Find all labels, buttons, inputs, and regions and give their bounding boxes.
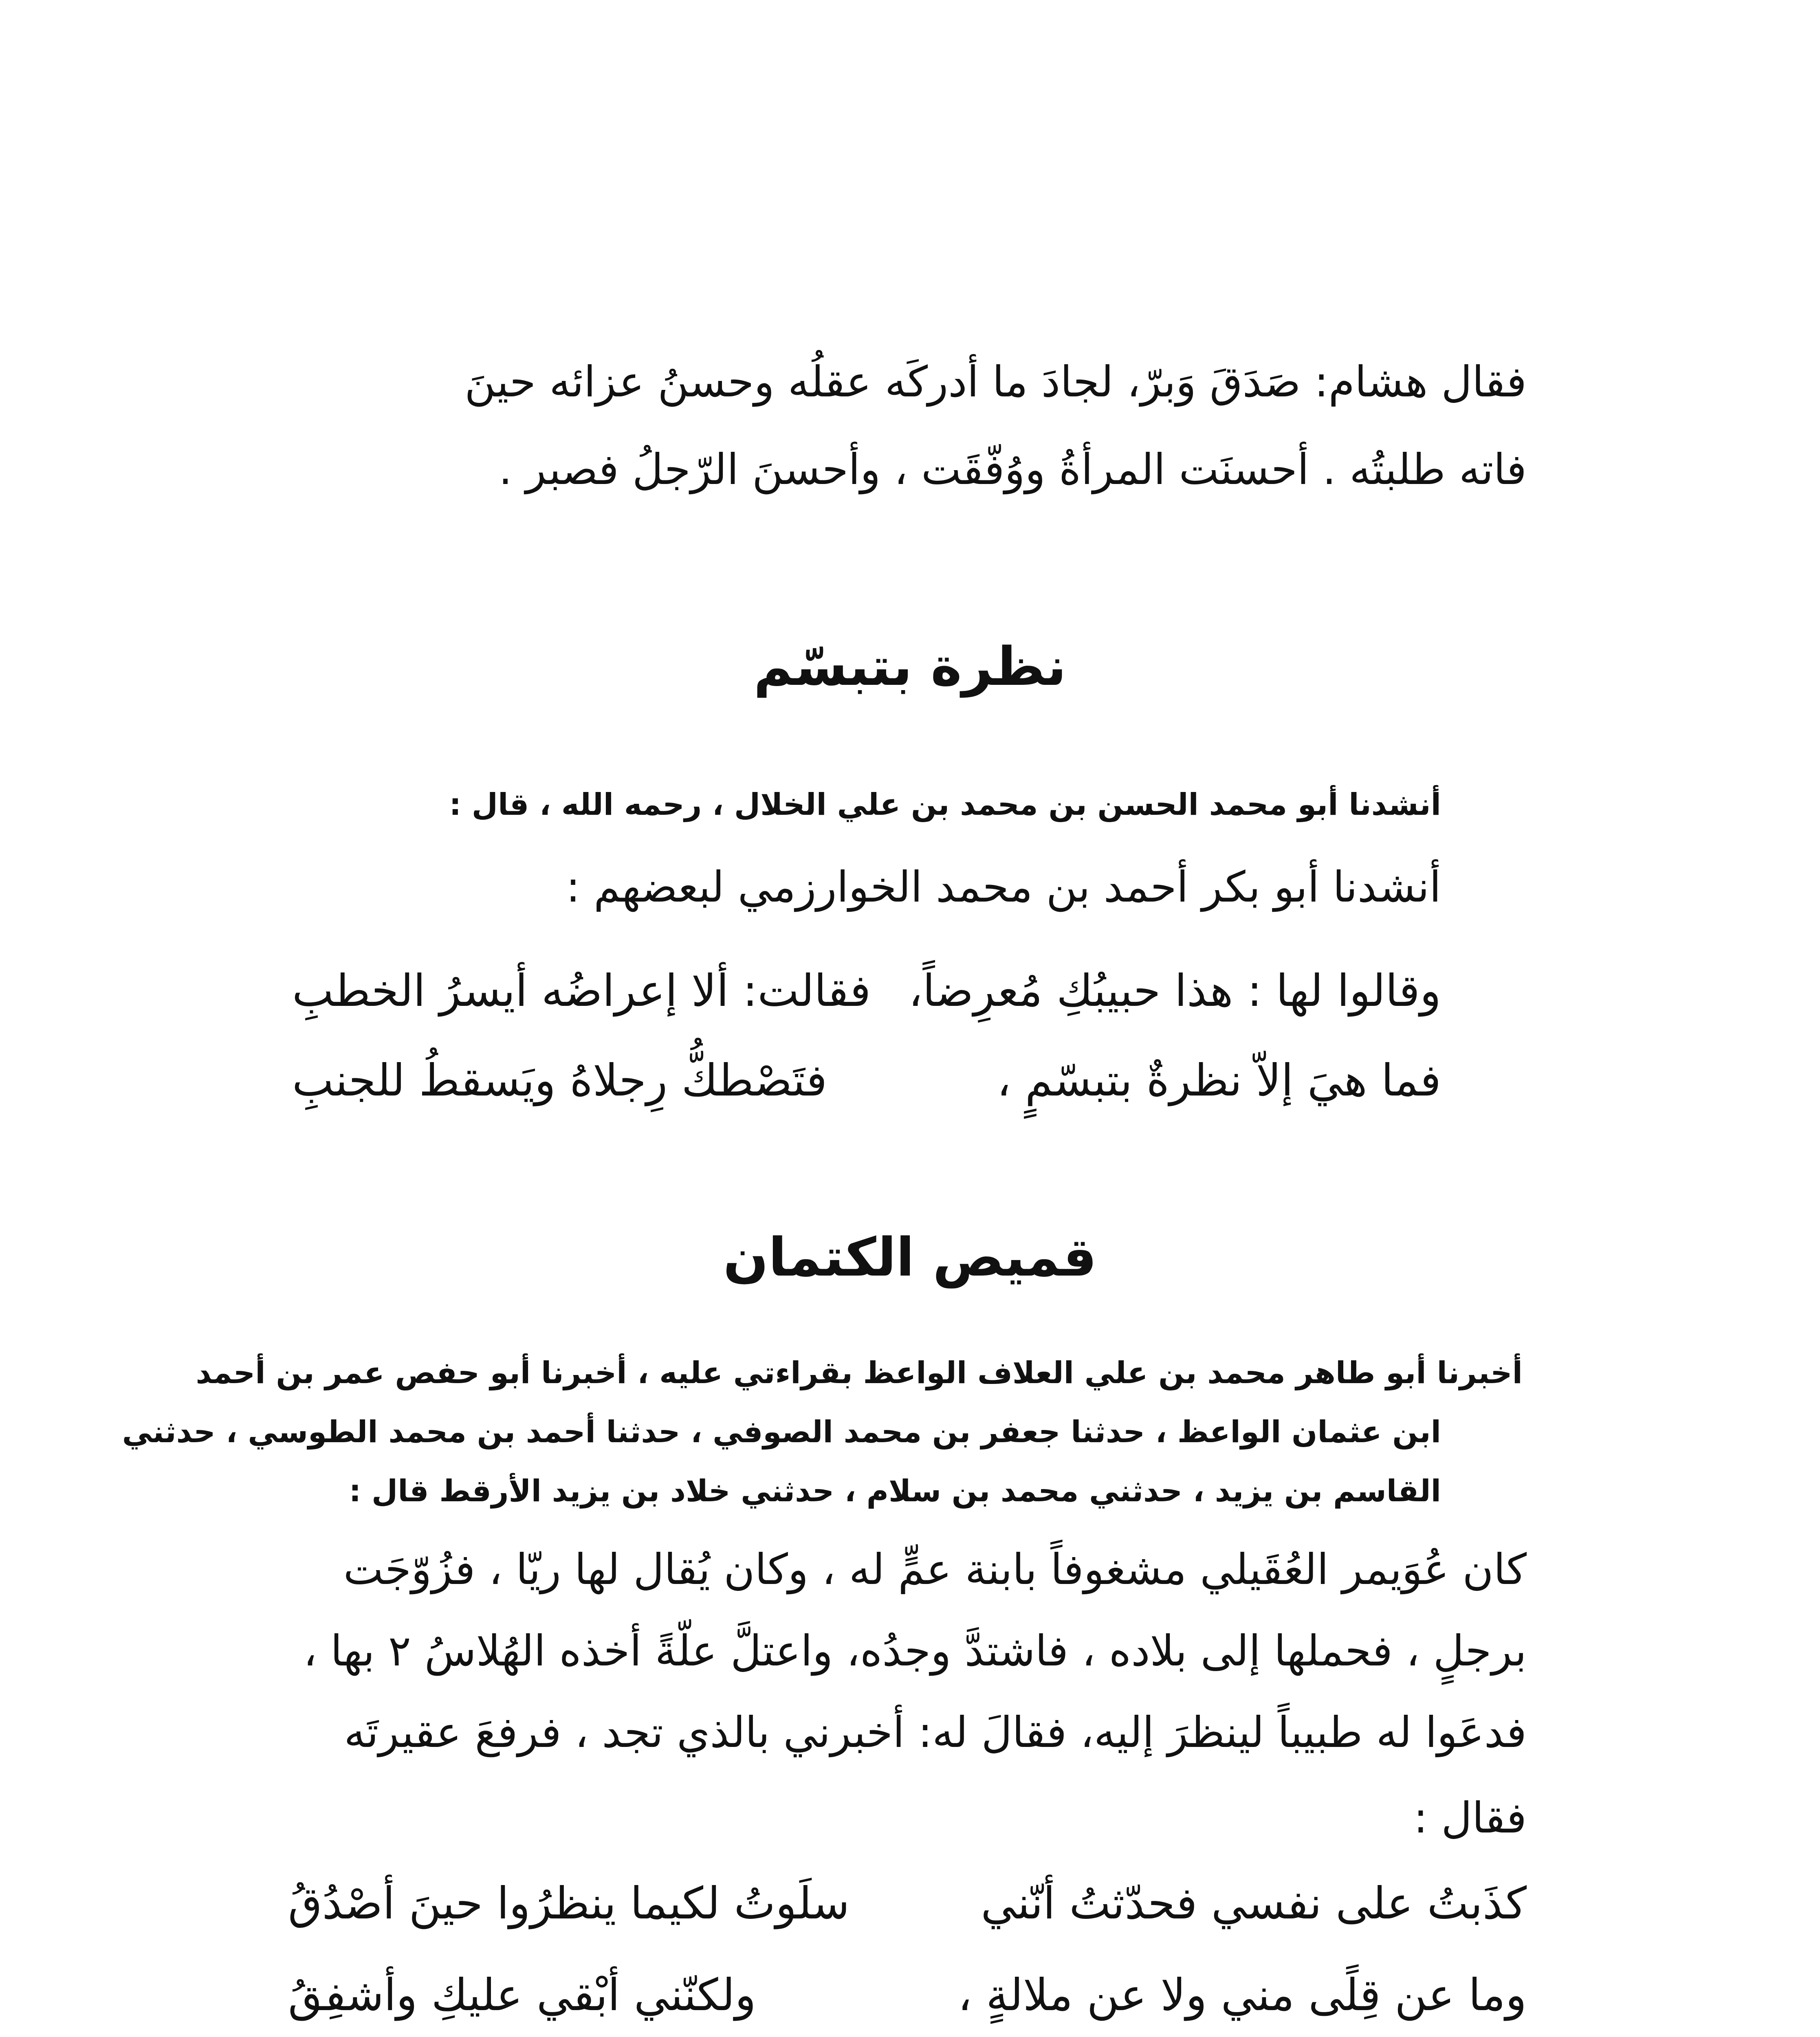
section-title-1: نظرة بتبسّم: [753, 636, 1067, 697]
isnad-line: أخبرنا أبو طاهر محمد بن علي العلاف الواعظ بقراءتي عليه ، أخبرنا أبو حفص عمر بن أحمد: [196, 1355, 1523, 1390]
verse-couplet: [292, 966, 1441, 1023]
verse-second-hemistich: سلَوتُ لكيما ينظرُوا حينَ أصْدُقُ: [288, 1878, 850, 1929]
verse-second-hemistich: فتَصْطكُّ رِجلاهُ ويَسقطُ للجنبِ: [292, 1055, 827, 1106]
prose-line: فقال :: [1413, 1793, 1527, 1843]
prose-line: فدعَوا له طبيباً لينظرَ إليه، فقالَ له: أخبرني بالذي تجد ، فرفعَ عقيرتَه: [344, 1707, 1527, 1757]
verse-first-hemistich: وقالوا لها : هذا حبيبُكِ مُعرِضاً،: [908, 966, 1441, 1016]
verse-couplet: [292, 1055, 1441, 1112]
verse-first-hemistich: وما عن قِلًى مني ولا عن ملالةٍ ،: [957, 1970, 1527, 2021]
intro-line-1: فقال هشام: صَدَقَ وَبرّ، لجادَ ما أدركَه عقلُه وحسنُ عزائه حينَ: [464, 357, 1527, 407]
narration-section-1: أنشدنا أبو بكر أحمد بن محمد الخوارزمي لبعضهم :: [566, 862, 1441, 912]
isnad-section-1: أنشدنا أبو محمد الحسن بن محمد بن علي الخلال ، رحمه الله ، قال :: [449, 787, 1441, 822]
prose-line: برجلٍ ، فحملها إلى بلاده ، فاشتدَّ وجدُه، واعتلَّ علّةً أخذه الهُلاسُ ٢ بها ،: [303, 1626, 1527, 1676]
intro-line-2: فاته طلبتُه . أحسنَت المرأةُ ووُفّقَت ، وأحسنَ الرّجلُ فصبر .: [499, 444, 1527, 494]
verse-first-hemistich: فما هيَ إلاّ نظرةٌ بتبسّمٍ ،: [997, 1055, 1441, 1106]
isnad-line: القاسم بن يزيد ، حدثني محمد بن سلام ، حدثني خلاد بن يزيد الأرقط قال :: [349, 1474, 1441, 1509]
section-title-2: قميص الكتمان: [723, 1226, 1097, 1288]
verse-couplet: [288, 1878, 1527, 1939]
verse-couplet: [288, 1970, 1527, 2031]
prose-line: كان عُوَيمر العُقَيلي مشغوفاً بابنة عمٍّ له ، وكان يُقال لها ريّا ، فزُوّجَت: [343, 1544, 1527, 1594]
isnad-line: ابن عثمان الواعظ ، حدثنا جعفر بن محمد الصوفي ، حدثنا أحمد بن محمد الطوسي ، حدثني: [122, 1414, 1441, 1450]
verse-second-hemistich: فقالت: ألا إعراضُه أيسرُ الخطبِ: [292, 966, 871, 1016]
verse-second-hemistich: ولكنّني أبْقي عليكِ وأشفِقُ: [288, 1970, 756, 2021]
verse-first-hemistich: كذَبتُ على نفسي فحدّثتُ أنّني: [981, 1878, 1527, 1929]
